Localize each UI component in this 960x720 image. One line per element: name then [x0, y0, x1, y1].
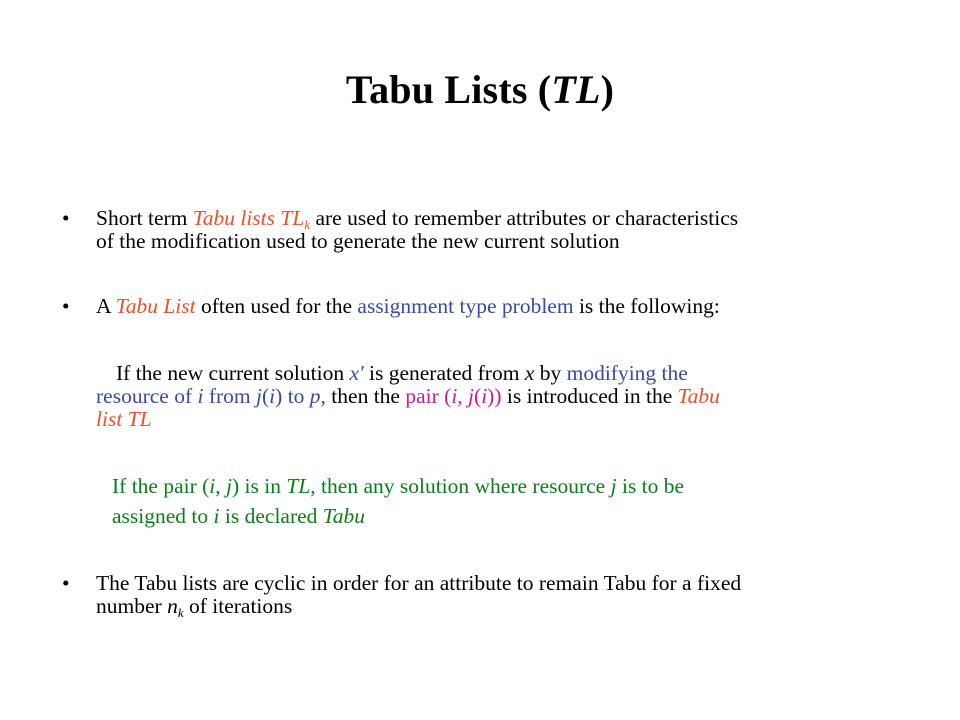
slide-title: Tabu Lists (TL): [345, 67, 615, 112]
bullet-marker: •: [62, 206, 70, 230]
paragraph-new-current-solution: If the new current solution x' is generated from x by modifying the resource of i from j(i) to p, then the pair (i, j(i)) is introduced in the Tabu list TL: [96, 361, 720, 431]
bullet-marker: •: [62, 294, 70, 318]
bullet-cyclic-tabu-lists: The Tabu lists are cyclic in order for an attribute to remain Tabu for a fixed number $n_k$ of iterations: [96, 571, 742, 620]
bullet-marker: •: [62, 571, 70, 595]
bullet-short-term-tabu-lists: Short term Tabu lists $TL_k$ are used to remember attributes or characteristics of the modification used to generate the new current solution: [96, 206, 739, 253]
paragraph-tabu-declaration: If the pair (i, j) is in TL, then any solution where resource j is to be assigned to i is declared Tabu: [112, 474, 685, 528]
bullet-tabu-list-assignment: A Tabu List often used for the assignment type problem is the following:: [96, 294, 720, 318]
